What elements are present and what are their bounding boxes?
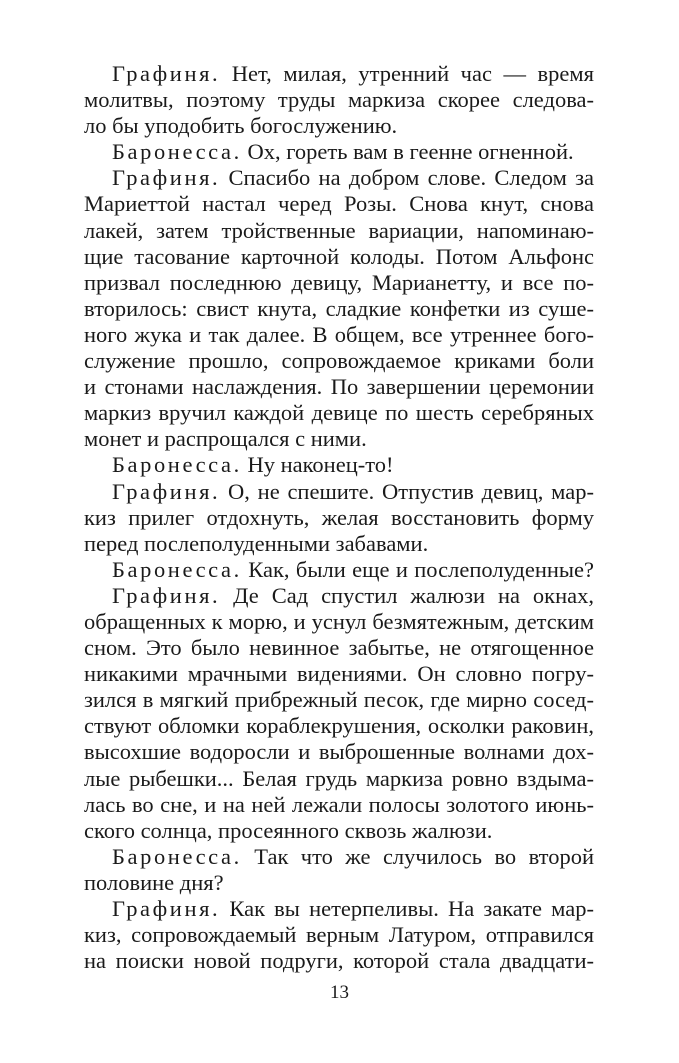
text-line bbox=[84, 948, 594, 974]
text-line bbox=[84, 426, 594, 452]
text-line bbox=[84, 87, 594, 113]
text-line bbox=[84, 218, 594, 244]
dialogue-line-speaker bbox=[84, 844, 594, 870]
line-text: ствуют обломки кораблекрушения, осколки раковин, bbox=[84, 713, 594, 739]
text-line bbox=[84, 635, 594, 661]
text-line bbox=[84, 400, 594, 426]
line-text: молитвы, поэтому труды маркиза скорее следова- bbox=[84, 87, 594, 113]
line-text: Мариеттой настал черед Розы. Снова кнут, снова bbox=[84, 191, 594, 217]
line-text: Де Сад спустил жалюзи на окнах, bbox=[220, 582, 594, 608]
text-line bbox=[84, 739, 594, 765]
text-line bbox=[84, 531, 594, 557]
line-text: О, не спешите. Отпустив девиц, мар- bbox=[220, 478, 594, 504]
line-text: Как, были еще и послеполуденные? bbox=[241, 556, 594, 582]
dialogue-line-speaker bbox=[84, 583, 594, 609]
line-text: киз прилег отдохнуть, желая восстановить форму bbox=[84, 504, 594, 530]
line-text: ло бы уподобить богослужению. bbox=[84, 113, 398, 139]
text-line bbox=[84, 818, 594, 844]
speaker-name: Графиня. bbox=[112, 61, 221, 86]
line-text: вторилось: свист кнута, сладкие конфетки из суше- bbox=[84, 295, 594, 321]
dialogue-line-speaker bbox=[84, 139, 594, 165]
text-line bbox=[84, 322, 594, 348]
text-line bbox=[84, 244, 594, 270]
line-text: лась во сне, и на ней лежали полосы золотого июнь- bbox=[84, 791, 594, 817]
text-line bbox=[84, 687, 594, 713]
text-line bbox=[84, 792, 594, 818]
line-text: сном. Это было невинное забытье, не отягощенное bbox=[84, 635, 594, 661]
line-text: половине дня? bbox=[84, 869, 224, 895]
dialogue-line-speaker bbox=[84, 452, 594, 478]
line-text: Спасибо на добром слове. Следом за bbox=[220, 165, 594, 191]
speaker-name: Баронесса. bbox=[112, 452, 242, 478]
text-line bbox=[84, 505, 594, 531]
text-line bbox=[84, 922, 594, 948]
line-text: Так что же случилось во второй bbox=[241, 843, 594, 869]
dialogue-line-speaker bbox=[84, 896, 594, 922]
text-line bbox=[84, 113, 594, 139]
text-line bbox=[84, 661, 594, 687]
line-text: Ох, гореть вам в геенне огненной. bbox=[241, 139, 574, 165]
line-text: никакими мрачными видениями. Он словно погру- bbox=[84, 661, 594, 687]
line-text: Как вы нетерпеливы. На закате мар- bbox=[220, 896, 594, 921]
line-text: маркиз вручил каждой девице по шесть серебряных bbox=[84, 400, 594, 426]
text-line bbox=[84, 609, 594, 635]
line-text: Ну наконец-то! bbox=[241, 452, 394, 478]
line-text: лые рыбешки... Белая грудь маркиза ровно вздыма- bbox=[84, 765, 594, 791]
text-line bbox=[84, 766, 594, 792]
line-text: щие тасование карточной колоды. Потом Альфонс bbox=[84, 243, 594, 269]
text-line bbox=[84, 270, 594, 296]
dialogue-line-speaker bbox=[84, 479, 594, 505]
text-line bbox=[84, 191, 594, 217]
line-text: обращенных к морю, и уснул безмятежным, детским bbox=[84, 608, 594, 634]
line-text: служение прошло, сопровождаемое криками боли bbox=[84, 348, 594, 374]
text-line bbox=[84, 348, 594, 374]
text-line bbox=[84, 374, 594, 400]
text-line bbox=[84, 713, 594, 739]
speaker-name: Графиня. bbox=[112, 582, 221, 608]
line-text: ного жука и так далее. В общем, все утреннее бого- bbox=[84, 321, 594, 347]
line-text: киз, сопровождаемый верным Латуром, отправился bbox=[84, 922, 594, 948]
line-text: перед послеполуденными забавами. bbox=[84, 530, 429, 556]
speaker-name: Графиня. bbox=[112, 478, 221, 504]
speaker-name: Баронесса. bbox=[112, 556, 242, 582]
speaker-name: Графиня. bbox=[112, 165, 221, 191]
line-text: лакей, затем тройственные вариации, напоминаю- bbox=[84, 217, 594, 243]
dialogue-line-speaker bbox=[84, 61, 594, 87]
line-text: на поиски новой подруги, которой стала двадцати- bbox=[84, 948, 594, 974]
speaker-name: Графиня. bbox=[112, 896, 221, 921]
line-text: зился в мягкий прибрежный песок, где мирно сосед- bbox=[84, 687, 594, 713]
line-text: монет и распрощался с ними. bbox=[84, 426, 367, 452]
line-text: и стонами наслаждения. По завершении церемонии bbox=[84, 374, 594, 400]
speaker-name: Баронесса. bbox=[112, 843, 242, 869]
line-text: призвал последнюю девицу, Марианетту, и все по- bbox=[84, 269, 594, 295]
dialogue-line-speaker bbox=[84, 557, 594, 583]
text-line bbox=[84, 296, 594, 322]
line-text: высохшие водоросли и выброшенные волнами дох- bbox=[84, 739, 594, 765]
text-line bbox=[84, 870, 594, 896]
dialogue-line-speaker bbox=[84, 165, 594, 191]
page-number: 13 bbox=[330, 982, 349, 1003]
page-text bbox=[84, 61, 594, 974]
line-text: Нет, милая, утренний час — время bbox=[220, 61, 594, 86]
line-text: ского солнца, просеянного сквозь жалюзи. bbox=[84, 817, 493, 843]
speaker-name: Баронесса. bbox=[112, 139, 242, 165]
